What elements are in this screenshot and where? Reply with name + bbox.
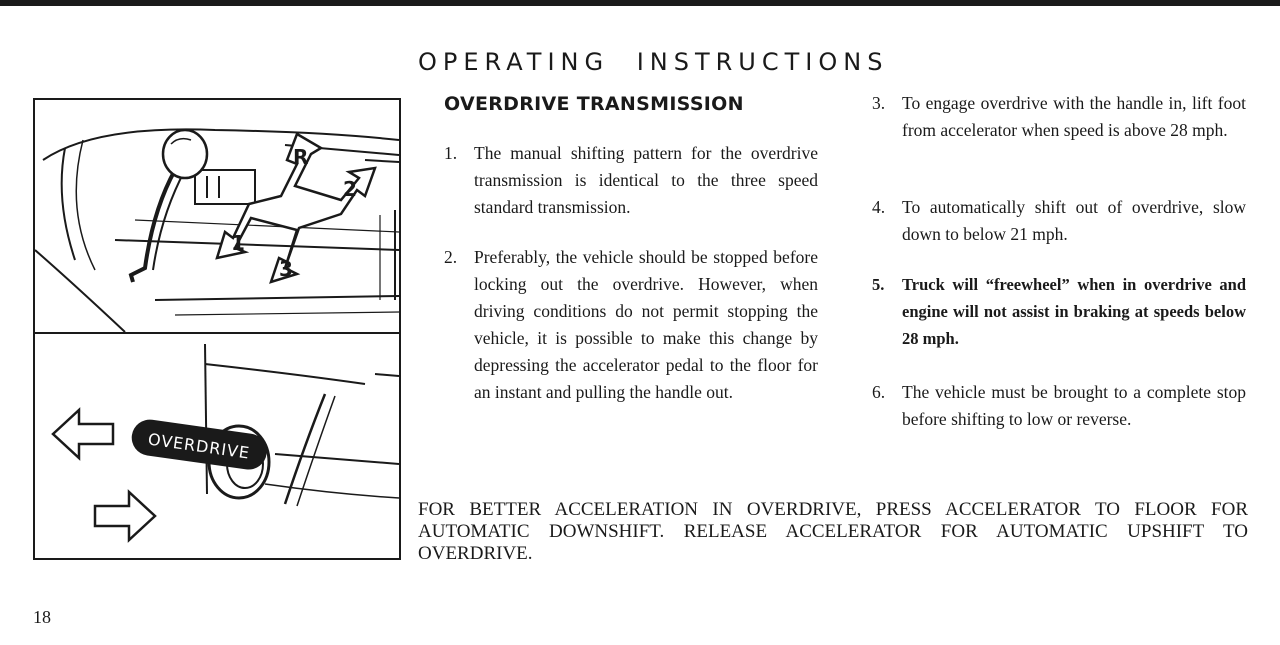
page-header: OPERATING INSTRUCTIONS (418, 48, 889, 76)
page-number: 18 (33, 607, 51, 627)
illustration-frame (33, 98, 401, 560)
section-title: OVERDRIVE TRANSMISSION (444, 93, 744, 115)
gearshift-illustration (35, 100, 399, 334)
shift-label-third: 3 (279, 257, 293, 281)
overdrive-knob-label: OVERDRIVE (146, 429, 252, 463)
top-border-bar (0, 0, 1280, 6)
overdrive-knob-drawing (35, 334, 399, 558)
shift-label-second: 2 (343, 177, 357, 201)
item-number: 1. (444, 143, 458, 163)
gearshift-drawing (35, 100, 399, 332)
item-number: 5. (872, 275, 885, 294)
item-number: 3. (872, 93, 886, 113)
shift-label-reverse: R (293, 145, 309, 169)
shift-label-first: 1 (231, 231, 245, 255)
push-arrow-icon (95, 492, 155, 540)
overdrive-knob-illustration (35, 334, 399, 558)
pull-arrow-icon (53, 410, 113, 458)
item-text: Preferably, the vehicle should be stopped before locking out the overdrive. However, when driving conditions do not permit stopping the vehicle, it is possible to make this change by depressing the accelerator pedal to the floor for an instant and pulling the handle out. (474, 247, 818, 402)
item-number: 6. (872, 382, 886, 402)
item-text: The vehicle must be brought to a complete stop before shifting to low or reverse. (902, 382, 1246, 429)
item-number: 2. (444, 247, 458, 267)
item-text: To engage overdrive with the handle in, lift foot from accelerator when speed is above 28 mph. (902, 93, 1246, 140)
item-text: Truck will “freewheel” when in overdrive and engine will not assist in braking at speeds below 28 mph. (902, 275, 1246, 348)
item-text: The manual shifting pattern for the overdrive transmission is identical to the three speed standard transmission. (474, 143, 818, 217)
footer-note: FOR BETTER ACCELERATION IN OVERDRIVE, PRESS ACCELERATOR TO FLOOR FOR AUTOMATIC DOWNSHIFT. RELEASE ACCELERATOR FOR AUTOMATIC UPSHIFT TO OVERDRIVE. (418, 499, 1248, 564)
item-text: To automatically shift out of overdrive, slow down to below 21 mph. (902, 197, 1246, 244)
item-number: 4. (872, 197, 886, 217)
